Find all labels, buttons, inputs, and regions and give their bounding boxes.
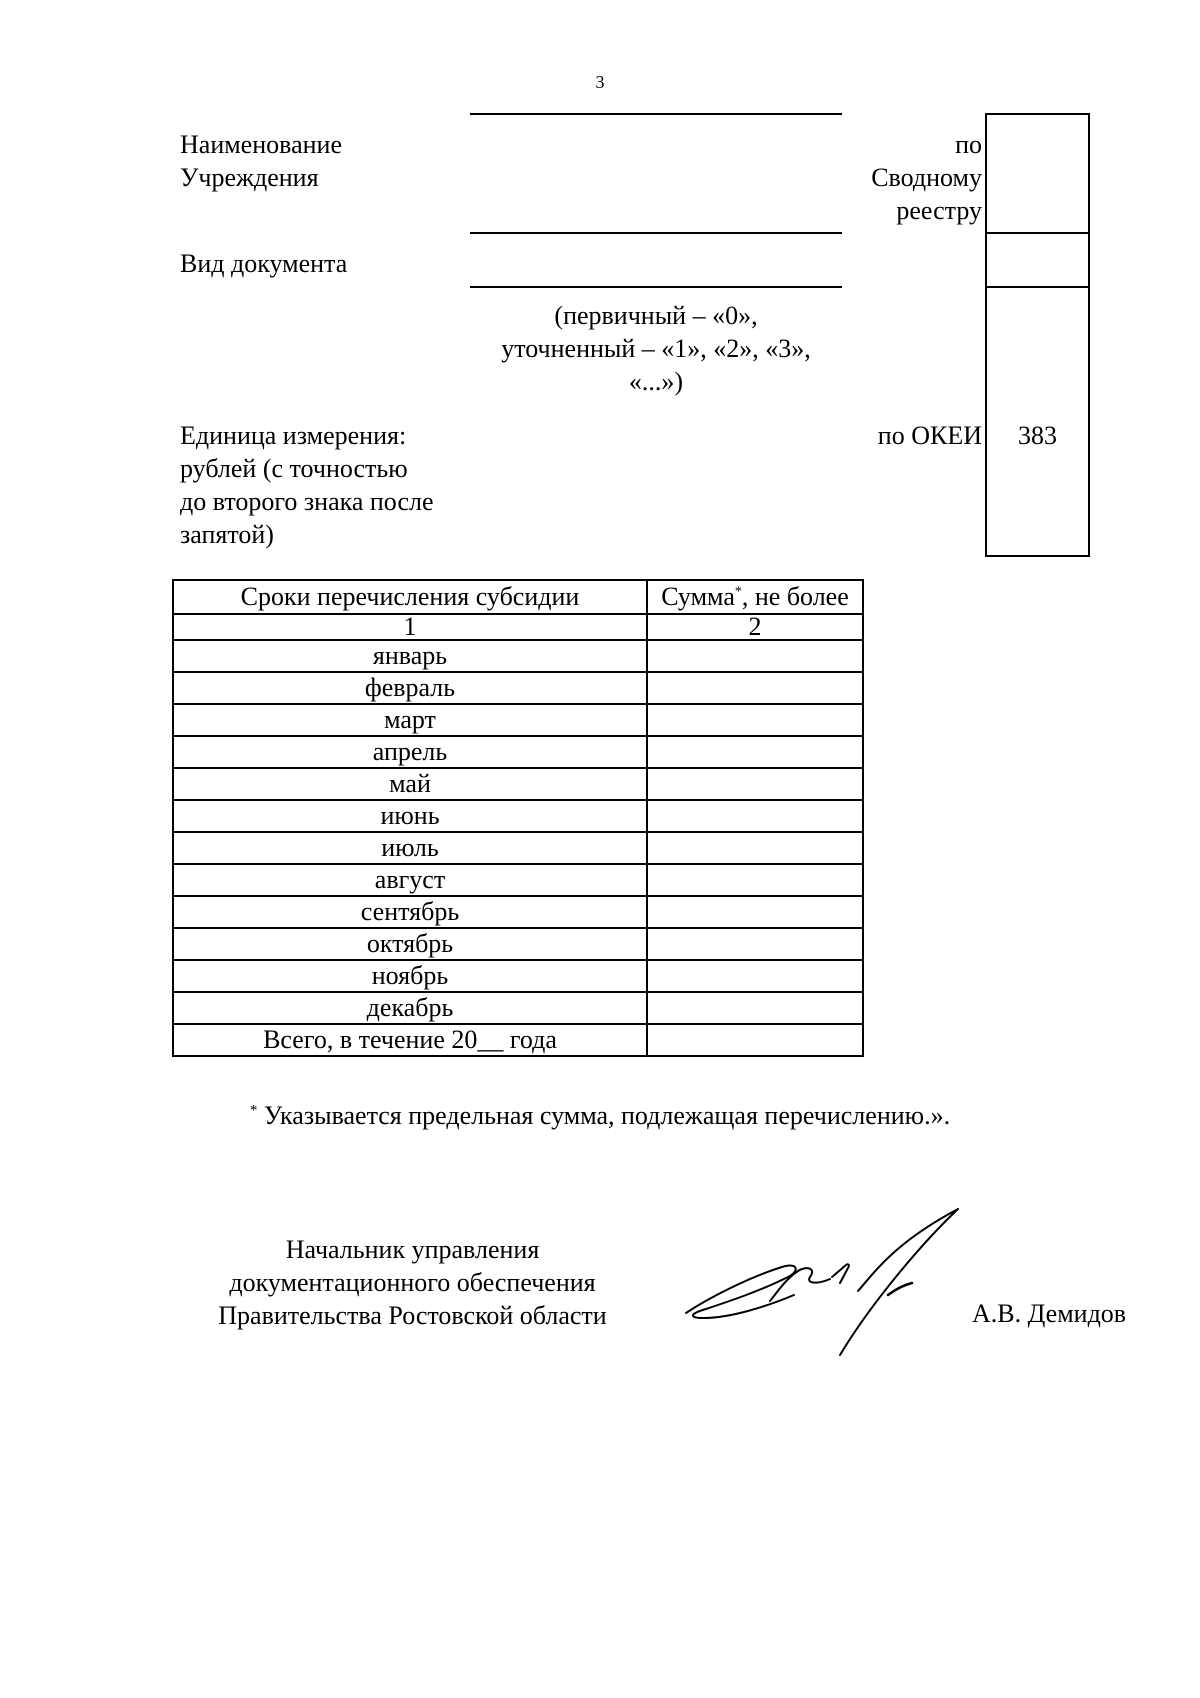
period-cell: декабрь bbox=[173, 992, 647, 1024]
doc-type-hint bbox=[470, 299, 842, 398]
signature-stroke bbox=[840, 1209, 958, 1355]
registry-label bbox=[850, 128, 982, 227]
signature-stroke bbox=[832, 1264, 849, 1283]
table-row bbox=[173, 992, 863, 1024]
registry-label-line-2: Сводному bbox=[871, 163, 982, 192]
amount-cell[interactable] bbox=[647, 640, 863, 672]
doc-type-label: Вид документа bbox=[180, 249, 348, 278]
period-cell: сентябрь bbox=[173, 896, 647, 928]
table-row bbox=[173, 768, 863, 800]
table-row bbox=[173, 672, 863, 704]
column-header-amount bbox=[647, 580, 863, 614]
unit-label-line-1: Единица измерения: bbox=[180, 421, 407, 450]
amount-cell[interactable] bbox=[647, 832, 863, 864]
table-header-row bbox=[173, 580, 863, 614]
amount-cell[interactable] bbox=[647, 864, 863, 896]
column-header-period: Сроки перечисления субсидии bbox=[173, 580, 647, 614]
doc-type-code-cell[interactable] bbox=[987, 234, 1088, 286]
amount-cell[interactable] bbox=[647, 704, 863, 736]
table-row bbox=[173, 928, 863, 960]
institution-label-line-1: Наименование bbox=[180, 130, 342, 159]
signatory-name: А.В. Демидов bbox=[972, 1299, 1127, 1328]
page-number: 3 bbox=[595, 72, 605, 92]
doc-type-field[interactable] bbox=[470, 286, 842, 288]
period-cell: октябрь bbox=[173, 928, 647, 960]
registry-label-line-1: по bbox=[955, 130, 982, 159]
period-cell: август bbox=[173, 864, 647, 896]
registry-code-cell[interactable] bbox=[987, 115, 1088, 232]
table-row bbox=[173, 704, 863, 736]
amount-cell[interactable] bbox=[647, 960, 863, 992]
okei-code-cell: 383 bbox=[1018, 421, 1057, 450]
institution-name-field[interactable] bbox=[470, 232, 842, 234]
signatory-title bbox=[150, 1233, 675, 1332]
subsidy-schedule-table bbox=[172, 579, 864, 1057]
signature-stroke bbox=[770, 1268, 830, 1301]
amount-cell[interactable] bbox=[647, 928, 863, 960]
total-label: Всего, в течение 20__ года bbox=[173, 1024, 647, 1056]
amount-cell[interactable] bbox=[647, 672, 863, 704]
column-header-amount-tail: , не более bbox=[741, 582, 849, 611]
column-number-row bbox=[173, 614, 863, 640]
signatory-title-line-2: документационного обеспечения bbox=[229, 1268, 596, 1297]
period-cell: январь bbox=[173, 640, 647, 672]
total-amount-cell[interactable] bbox=[647, 1024, 863, 1056]
codes-box-divider bbox=[987, 286, 1088, 288]
table-row bbox=[173, 896, 863, 928]
amount-cell[interactable] bbox=[647, 736, 863, 768]
amount-cell[interactable] bbox=[647, 896, 863, 928]
total-row bbox=[173, 1024, 863, 1056]
doc-type-hint-line-2: уточненный – «1», «2», «3», bbox=[501, 334, 811, 363]
period-cell: май bbox=[173, 768, 647, 800]
institution-label-line-2: Учреждения bbox=[180, 163, 319, 192]
period-cell: март bbox=[173, 704, 647, 736]
footnote-text: Указывается предельная сумма, подлежащая перечислению.». bbox=[257, 1101, 951, 1130]
period-cell: февраль bbox=[173, 672, 647, 704]
amount-cell[interactable] bbox=[647, 992, 863, 1024]
period-cell: июнь bbox=[173, 800, 647, 832]
column-number-2: 2 bbox=[647, 614, 863, 640]
doc-type-hint-line-1: (первичный – «0», bbox=[554, 301, 758, 330]
footnote bbox=[0, 1099, 1200, 1132]
unit-label-line-3: до второго знака после bbox=[180, 487, 434, 516]
table-row bbox=[173, 640, 863, 672]
amount-cell[interactable] bbox=[647, 768, 863, 800]
signatory-title-line-1: Начальник управления bbox=[285, 1235, 540, 1264]
handwritten-signature bbox=[670, 1205, 970, 1365]
institution-name-field-top-line bbox=[470, 113, 842, 115]
column-number-1: 1 bbox=[173, 614, 647, 640]
institution-label bbox=[180, 128, 342, 194]
period-cell: апрель bbox=[173, 736, 647, 768]
registry-label-line-3: реестру bbox=[896, 196, 982, 225]
period-cell: июль bbox=[173, 832, 647, 864]
footnote-mark: * bbox=[249, 1102, 258, 1119]
signature-stroke bbox=[888, 1283, 912, 1295]
table-row bbox=[173, 864, 863, 896]
period-cell: ноябрь bbox=[173, 960, 647, 992]
amount-cell[interactable] bbox=[647, 800, 863, 832]
signatory-title-line-3: Правительства Ростовской области bbox=[218, 1301, 607, 1330]
unit-label bbox=[180, 419, 434, 551]
signature-stroke bbox=[686, 1266, 796, 1319]
unit-label-line-4: запятой) bbox=[180, 520, 274, 549]
table-row bbox=[173, 800, 863, 832]
footnote-marker: * bbox=[734, 584, 742, 600]
column-header-amount-text: Сумма bbox=[661, 582, 735, 611]
okei-label: по ОКЕИ bbox=[877, 421, 982, 450]
unit-label-line-2: рублей (с точностью bbox=[180, 454, 408, 483]
codes-box bbox=[985, 113, 1090, 557]
doc-type-hint-line-3: «...») bbox=[628, 367, 684, 396]
table-row bbox=[173, 832, 863, 864]
table-row bbox=[173, 736, 863, 768]
table-row bbox=[173, 960, 863, 992]
